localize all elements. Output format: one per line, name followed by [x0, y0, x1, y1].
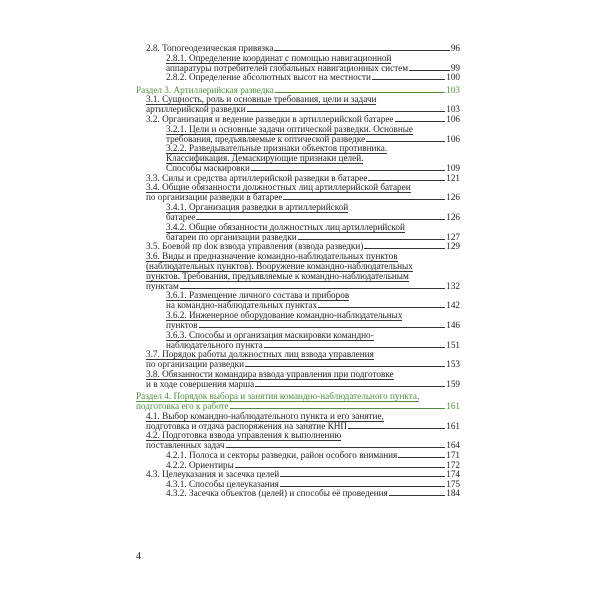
- toc-entry-text: аппаратуры потребителей глобальных навигационных систем: [166, 63, 409, 73]
- toc-entry-text: по организации разведки: [146, 360, 245, 370]
- toc-entry-text: пунктов. Требования, предъявляемые к командно-наблюдательным: [146, 270, 409, 281]
- dot-leader: [274, 50, 449, 51]
- toc-page-number: 146: [446, 319, 460, 330]
- toc-entry-text: Классификация. Демаскирующие признаки целей.: [166, 153, 364, 164]
- dot-leader: [247, 111, 446, 112]
- toc-entry-text: 3.2. Организация и ведение разведки в артиллерийской батарее: [146, 114, 394, 124]
- toc-entry-text: Раздел 3. Артиллерийская разведка: [136, 85, 274, 95]
- toc-page-number: 103: [446, 104, 460, 115]
- toc-entry-text: 3.1. Сущность, роль и основные требования, цели и задачи: [146, 94, 377, 105]
- dot-leader: [199, 327, 446, 328]
- toc-entry-text: 3.4.2. Общие обязанности должностных лиц артиллерийской: [166, 221, 405, 232]
- toc-entry-text: на командно-наблюдательных пунктах: [166, 301, 318, 311]
- toc-page-number: 142: [446, 300, 460, 311]
- toc-entry-text: 3.4.1. Организация разведки в артиллерийской: [166, 201, 349, 212]
- page-number: 4: [136, 551, 141, 562]
- dot-leader: [395, 121, 446, 122]
- toc-entry-text: 3.4. Общие обязанности должностных лиц артиллерийской батареи: [146, 182, 411, 193]
- toc-entry-text: пунктам: [146, 281, 179, 291]
- toc-entry-text: 3.6.3. Способы и организация маскировки командно-: [166, 329, 374, 340]
- dot-leader: [230, 408, 446, 409]
- toc-entry[interactable]: [136, 54, 460, 74]
- toc-entry[interactable]: [136, 183, 460, 203]
- toc-entry[interactable]: [136, 203, 460, 223]
- dot-leader: [255, 386, 445, 387]
- dot-leader: [275, 92, 445, 93]
- toc-entry[interactable]: [136, 461, 460, 471]
- toc-page-number: 153: [446, 359, 460, 370]
- dot-leader: [264, 347, 446, 348]
- dot-leader: [348, 428, 445, 429]
- toc-entry-text: 3.6. Виды и предназначение командно-наблюдательных пунктов: [146, 250, 398, 261]
- toc-page-number: 175: [446, 478, 460, 489]
- toc-entry-text: 4.3. Целеуказания и засечка целей: [146, 470, 280, 480]
- dot-leader: [389, 495, 445, 496]
- toc-entry-text: требования, предъявляемые к оптической разведке: [166, 134, 366, 144]
- toc-page-number: 100: [446, 72, 460, 83]
- toc-entry-text: 4.2.2. Ориентиры: [166, 460, 234, 470]
- toc-page-number: 164: [446, 440, 460, 451]
- toc-page-number: 161: [446, 420, 460, 431]
- toc-entry[interactable]: [136, 370, 460, 390]
- toc-entry[interactable]: [136, 480, 460, 490]
- dot-leader: [245, 366, 445, 367]
- toc-entry-text: 3.2.1. Цели и основные задачи оптической разведки. Основные: [166, 123, 414, 134]
- toc-entry-text: 3.3. Силы и средства артиллерийской разведки в батарее: [146, 173, 368, 183]
- dot-leader: [318, 307, 445, 308]
- toc-entry-text: 4.2.1. Полоса и секторы разведки, район особого внимания: [166, 451, 398, 461]
- dot-leader: [280, 476, 445, 477]
- toc-entry-text: 3.5. Боевой пр dок взвода управления (взвода разведки): [146, 242, 364, 252]
- toc-entry[interactable]: [136, 95, 460, 115]
- toc-entry-text: 3.6.2. Инженерное оборудование командно-наблюдательных: [166, 309, 403, 320]
- toc-entry-text: и в ходе совершения марша: [146, 379, 255, 389]
- toc-entry-text: 3.2.2. Разведывательные признаки объектов противника.: [166, 143, 388, 154]
- table-of-contents: [136, 44, 460, 499]
- toc-entry[interactable]: [136, 73, 460, 83]
- dot-leader: [364, 248, 445, 249]
- toc-entry-text: артиллерийской разведки: [146, 105, 246, 115]
- toc-page-number: 159: [446, 378, 460, 389]
- toc-page-number: 99: [450, 62, 460, 73]
- toc-page-number: 184: [446, 488, 460, 499]
- toc-page-number: 171: [446, 450, 460, 461]
- toc-entry-text: 3.6.1. Размещение личного состава и приборов: [166, 290, 350, 301]
- dot-leader: [372, 79, 445, 80]
- toc-page-number: 106: [446, 133, 460, 144]
- toc-page-number: 126: [446, 211, 460, 222]
- dot-leader: [226, 447, 446, 448]
- toc-entry-text: 3.8. Обязанности командира взвода управления при подготовке: [146, 368, 394, 379]
- toc-page-number: 132: [446, 280, 460, 291]
- toc-entry-text: 2.8.2. Определение абсолютных высот на местности: [166, 73, 371, 83]
- toc-entry-text: 4.1. Выбор командно-наблюдательного пункта и его занятие,: [146, 410, 384, 421]
- toc-entry-text: 4.3.2. Засечка объектов (целей) и способы её проведения: [166, 489, 388, 499]
- toc-entry[interactable]: [136, 311, 460, 331]
- toc-page-number: 96: [450, 43, 460, 53]
- toc-entry[interactable]: [136, 451, 460, 461]
- toc-entry-text: 4.3.1. Способы целеуказания: [166, 479, 279, 489]
- toc-entry-text: (наблюдательных пунктов). Вооружение командно-наблюдательных: [146, 260, 413, 271]
- toc-section-heading[interactable]: [136, 392, 460, 412]
- toc-entry[interactable]: [136, 223, 460, 243]
- toc-entry-text: 4.2. Подготовка взвода управления к выполнению: [146, 430, 342, 441]
- dot-leader: [368, 180, 445, 181]
- toc-entry[interactable]: [136, 291, 460, 311]
- toc-entry[interactable]: [136, 252, 460, 292]
- dot-leader: [366, 141, 445, 142]
- toc-entry-text: по организации разведки в батарее: [146, 193, 283, 203]
- toc-entry[interactable]: [136, 331, 460, 351]
- toc-page-number: 109: [446, 163, 460, 174]
- toc-entry-text: подготовка и отдача распоряжения на занятие КНП: [146, 421, 348, 431]
- toc-entry-text: наблюдательного пункта: [166, 340, 263, 350]
- toc-page-number: 103: [446, 84, 460, 95]
- toc-page-number: 129: [446, 241, 460, 252]
- toc-page-number: 151: [446, 339, 460, 350]
- toc-entry-text: 3.7. Порядок работы должностных лиц взвода управления: [146, 349, 374, 360]
- toc-page-number: 174: [446, 469, 460, 480]
- toc-entry-text: батареи по организации разведки: [166, 232, 297, 242]
- dot-leader: [398, 457, 445, 458]
- dot-leader: [283, 199, 445, 200]
- toc-page-number: 106: [446, 113, 460, 124]
- toc-entry[interactable]: [136, 350, 460, 370]
- toc-entry-text: поставленных задач: [146, 441, 225, 451]
- dot-leader: [235, 467, 445, 468]
- dot-leader: [409, 70, 450, 71]
- toc-entry-text: батарее: [166, 212, 196, 222]
- toc-entry[interactable]: [136, 470, 460, 480]
- toc-entry-text: Раздел 4. Порядок выбора и занятия командно-наблюдательного пункта,: [136, 391, 420, 402]
- toc-entry[interactable]: [136, 412, 460, 432]
- toc-entry-text: подготовка его к работе: [136, 402, 229, 412]
- dot-leader: [196, 219, 445, 220]
- toc-page-number: 172: [446, 459, 460, 470]
- toc-entry[interactable]: [136, 125, 460, 145]
- toc-entry[interactable]: [136, 431, 460, 451]
- dot-leader: [280, 486, 445, 487]
- dot-leader: [298, 239, 446, 240]
- toc-entry-text: 2.8. Топогеодезическая привязка: [146, 44, 274, 53]
- toc-entry-text: Способы маскировки: [166, 164, 250, 174]
- dot-leader: [251, 170, 445, 171]
- toc-entry-text: пунктов: [166, 320, 198, 330]
- dot-leader: [180, 288, 445, 289]
- toc-entry[interactable]: [136, 144, 460, 174]
- toc-entry[interactable]: [136, 489, 460, 499]
- toc-page-number: 121: [446, 172, 460, 183]
- toc-page-number: 126: [446, 192, 460, 203]
- toc-page-number: 161: [446, 401, 460, 412]
- toc-page-number: 127: [446, 231, 460, 242]
- toc-entry-text: 2.8.1. Определение координат с помощью навигационной: [166, 52, 392, 63]
